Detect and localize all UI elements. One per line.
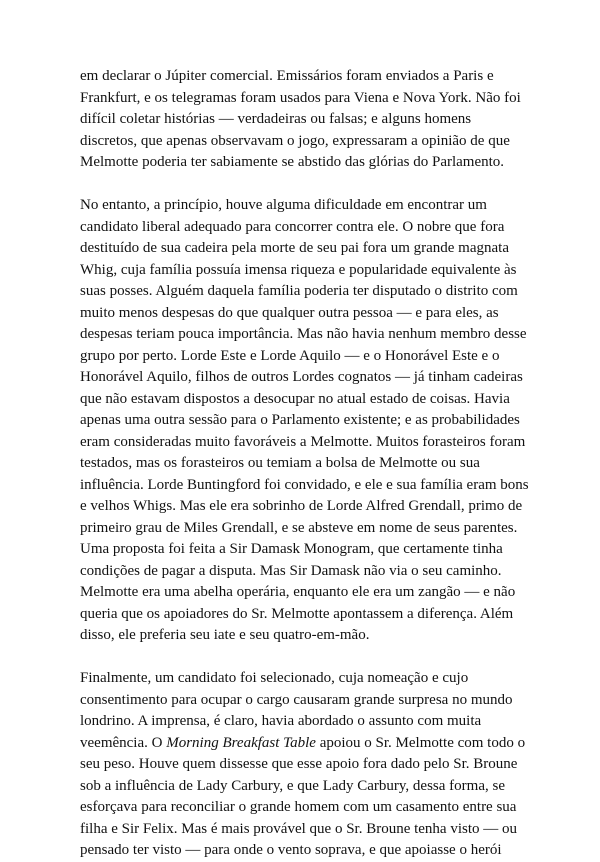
paragraph-1: em declarar o Júpiter comercial. Emissários foram enviados a Paris e Frankfurt, e os telegramas foram usados para Viena e Nova York. Não foi difícil coletar histórias — verdadeiras ou falsas; e alguns homens discretos, que apenas observavam o jogo, expressaram a opinião de que Melmotte poderia ter sabiamente se abstido das glórias do Parlamento. [80, 68, 521, 170]
paragraph-3 [80, 668, 530, 862]
document-page [80, 66, 530, 862]
paragraph-2: No entanto, a princípio, houve alguma dificuldade em encontrar um candidato liberal adequado para concorrer contra ele. O nobre que fora destituído de sua cadeira pela morte de seu pai fora um grande magnata Whig, cuja família possuía imensa riqueza e popularidade equivalente às suas posses. Alguém daquela família poderia ter disputado o distrito com muito menos despesas do que qualquer outra pessoa — e para eles, as despesas teriam pouca importância. Mas não havia nenhum membro desse grupo por perto. Lorde Este e Lorde Aquilo — e o Honorável Este e o Honorável Aquilo, filhos de outros Lordes cognatos — já tinham cadeiras que não estavam dispostos a desocupar no atual estado de coisas. Havia apenas uma outra sessão para o Parlamento existente; e as probabilidades eram consideradas muito favoráveis a Melmotte. Muitos forasteiros foram testados, mas os forasteiros ou temiam a bolsa de Melmotte ou sua influência. Lorde Buntingford foi convidado, e ele e sua família eram bons e velhos Whigs. Mas ele era sobrinho de Lorde Alfred Grendall, primo de primeiro grau de Miles Grendall, e se absteve em nome de seus parentes. Uma proposta foi feita a Sir Damask Monogram, que certamente tinha condições de pagar a disputa. Mas Sir Damask não via o seu caminho. Melmotte era uma abelha operária, enquanto ele era um zangão — e não queria que os apoiadores do Sr. Melmotte apontassem a diferença. Além disso, ele preferia seu iate e seu quatro-em-mão. [80, 197, 529, 643]
paragraph-3-text-before: Finalmente, um candidato foi selecionado, cuja nomeação e cujo consentimento para ocupar o cargo causaram grande surpresa no mundo londrino. A imprensa, é claro, havia abordado o assunto com muita veemência. O [80, 670, 513, 751]
newspaper-title: Morning Breakfast Table [166, 734, 316, 751]
paragraph-3-text-after: apoiou o Sr. Melmotte com todo o seu peso. Houve quem dissesse que esse apoio fora dado pelo Sr. Broune sob a influência de Lady Carbury, e que Lady Carbury, dessa forma, se esforçava para reconciliar o grande homem com um casamento entre sua filha e Sir Felix. Mas é mais provável que o Sr. Broune tenha visto — ou pensado ter visto — para onde o vento soprava, e que apoiasse o herói [80, 734, 526, 858]
